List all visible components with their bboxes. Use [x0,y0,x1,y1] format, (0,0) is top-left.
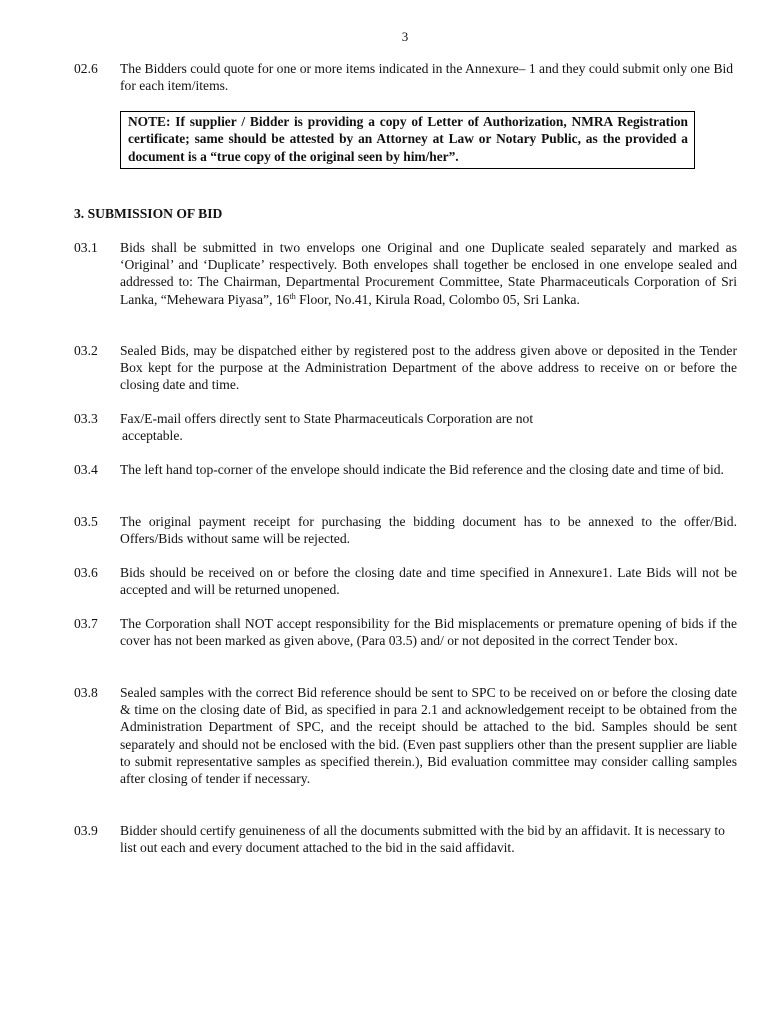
clause-03-3 [74,410,737,444]
clause-text: The Corporation shall NOT accept responsibility for the Bid misplacements or premature opening of bids if the cover has not been marked as given above, (Para 03.5) and/ or not deposited in the correct Tender box. [120,616,737,649]
clause-text [120,410,737,444]
clause-03-7 [74,615,737,649]
clause-number: 02.6 [74,61,98,76]
clause-03-2 [74,342,737,394]
clause-text-part: Bids shall be submitted in two envelops one Original and one Duplicate sealed separately and marked as ‘Original’ and ‘Duplicate’ respectively. Both envelopes shall together be enclosed in one envelope sealed and addressed to: The Chairman, Departmental Procurement Committee, State Pharmaceuticals Corporation of Sri Lanka, “Mehewara Piyasa”, 16 [120,240,737,307]
clause-number: 03.1 [74,240,98,255]
clause-text: Bidder should certify genuineness of all the documents submitted with the bid by an affidavit. It is necessary to list out each and every document attached to the bid in the said affidavit. [120,823,725,856]
clause-text: The Bidders could quote for one or more items indicated in the Annexure– 1 and they could submit only one Bid for each item/items. [120,61,734,94]
clause-03-1 [74,239,737,308]
clause-number: 03.3 [74,411,98,426]
superscript: th [289,291,296,301]
note-box: NOTE: If supplier / Bidder is providing a copy of Letter of Authorization, NMRA Registration certificate; same should be attested by an Attorney at Law or Notary Public, as the provided a document is a “true copy of the original seen by him/her”. [120,111,695,169]
clause-text-line: acceptable. [122,428,183,444]
clause-number: 03.8 [74,685,98,700]
clause-number: 03.2 [74,343,98,358]
clause-text-part: Floor, No.41, Kirula Road, Colombo 05, Sri Lanka. [295,291,580,307]
clause-number: 03.9 [74,823,98,838]
clause-03-4 [74,461,737,478]
clause-03-5 [74,513,737,547]
page-number: 3 [401,29,409,44]
clause-number: 03.5 [74,514,98,529]
clause-text: The original payment receipt for purchasing the bidding document has to be annexed to the offer/Bid. Offers/Bids without same will be rejected. [120,514,737,547]
clause-text: Sealed samples with the correct Bid reference should be sent to SPC to be received on or before the closing date & time on the closing date of Bid, as specified in para 2.1 and acknowledgement receipt to be obtained from the Administration Department of SPC, and the receipt should be attached to the bid. Samples should be sent separately and should not be enclosed with the bid. (Even past suppliers other than the present supplier are liable to submit representative samples as specified therein.), Bid evaluation committee may consider calling samples after closing of tender if necessary. [120,685,737,787]
clause-text: Sealed Bids, may be dispatched either by registered post to the address given above or deposited in the Tender Box kept for the purpose at the Administration Department of the above address to receive on or before the closing date and time. [120,343,737,393]
clause-text: The left hand top-corner of the envelope should indicate the Bid reference and the closing date and time of bid. [120,462,724,477]
clause-03-9 [74,822,737,856]
clause-text [120,239,737,308]
clause-03-8 [74,684,737,787]
clause-number: 03.7 [74,616,98,631]
clause-number: 03.6 [74,565,98,580]
section-heading: 3. SUBMISSION OF BID [74,206,223,221]
clause-02-6 [74,60,737,94]
clause-03-6 [74,564,737,598]
clause-text-line: Fax/E-mail offers directly sent to State Pharmaceuticals Corporation are not [120,411,534,426]
clause-number: 03.4 [74,462,98,477]
clause-text: Bids should be received on or before the closing date and time specified in Annexure1. Late Bids will not be accepted and will be returned unopened. [120,565,737,598]
